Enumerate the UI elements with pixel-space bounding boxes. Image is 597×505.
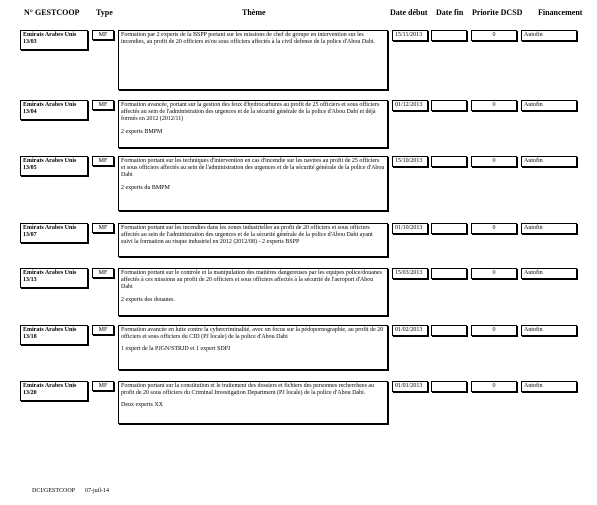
type-cell: MF: [92, 30, 114, 40]
type-cell: MF: [92, 268, 114, 278]
theme-cell: [118, 325, 388, 370]
theme-experts: 1 expert de la PJGN/STRJD et 1 expert SDPJ: [121, 346, 231, 353]
date-debut-cell: 01/01/2013: [392, 381, 428, 392]
theme-cell: [118, 100, 388, 148]
date-debut-cell: 15/03/2013: [392, 268, 428, 279]
gestcoop-cell: Emirats Arabes Unis 13/20: [20, 381, 88, 401]
priorite-cell: 0: [471, 156, 517, 167]
date-debut-cell: 01/02/2013: [392, 325, 428, 336]
type-cell: MF: [92, 325, 114, 335]
type-cell: MF: [92, 223, 114, 233]
gestcoop-cell: Emirats Arabes Unis 13/13: [20, 268, 88, 288]
footer-reference: DCI/GESTCOOP: [32, 488, 76, 494]
theme-cell: [118, 223, 388, 257]
theme-description: Formation portant sur les techniques d'intervention en cas d'incendie sur les navires au profit de 25 officiers et sous officiers affectés au sein de l'administration des urgences et de la sécurité générale de la police d'Abou Dabi: [121, 158, 385, 179]
priorite-cell: 0: [471, 100, 517, 111]
theme-experts: 2 experts des douanes.: [121, 296, 175, 303]
header-financement: Financement: [538, 8, 583, 17]
financement-cell: Autofin: [521, 381, 577, 392]
date-debut-cell: 01/12/2013: [392, 100, 428, 111]
header-theme: Thème: [242, 8, 266, 17]
priorite-cell: 0: [471, 325, 517, 336]
gestcoop-cell: Emirats Arabes Unis 13/07: [20, 223, 88, 243]
date-debut-cell: 15/10/2013: [392, 156, 428, 167]
header-priorite: Priorite DCSD: [472, 8, 523, 17]
theme-cell: [118, 381, 388, 424]
theme-experts: 2 experts BMPM: [121, 128, 163, 135]
date-fin-cell: [431, 156, 467, 167]
page-footer: [32, 488, 109, 494]
priorite-cell: 0: [471, 30, 517, 41]
theme-description: Formation portant sur la constitution et le traitement des dossiers et fichiers des personnes recherchees au profit de 20 sous officiers du Criminal Investigation Department (PJ locale) de la police d'Abou Dabi.: [121, 383, 375, 397]
header-type: Type: [96, 8, 113, 17]
gestcoop-cell: Emirats Arabes Unis 13/05: [20, 156, 88, 176]
type-cell: MF: [92, 381, 114, 391]
priorite-cell: 0: [471, 381, 517, 392]
theme-cell: [118, 268, 388, 316]
priorite-cell: 0: [471, 223, 517, 234]
financement-cell: Autofin: [521, 100, 577, 111]
date-debut-cell: 01/10/2013: [392, 223, 428, 234]
date-fin-cell: [431, 325, 467, 336]
financement-cell: Autofin: [521, 30, 577, 41]
date-fin-cell: [431, 381, 467, 392]
theme-cell: [118, 30, 388, 90]
theme-description: Formation par 2 experts de la BSPP portant sur les missions de chef de groupe en intervention sur les incendies, au profit de 20 officiers et/ou sous officiers affectés à la civil defense de la police d'Abou Dabi.: [121, 32, 375, 46]
theme-experts: 2 experts du BMPM: [121, 184, 170, 191]
date-fin-cell: [431, 223, 467, 234]
theme-description: Formation avancée en lutte contre la cybercriminalité, avec un focus sur la pédopornographie, au profit de 20 officiers et sous officiers du CID (PJ locale) de la police d'Abou Dabi: [121, 327, 384, 341]
financement-cell: Autofin: [521, 223, 577, 234]
theme-description: Formation portant sur les incendies dans les zones industrielles au profit de 20 officiers et sous officiers affectés au sein de l'administration des urgences et de la sécurité générale de la police d'Abou Dabi ayant suivi la formation au risque industriel en 2012 (2012/08) - 2 experts BSPP: [121, 225, 373, 246]
type-cell: MF: [92, 100, 114, 110]
type-cell: MF: [92, 156, 114, 166]
date-fin-cell: [431, 30, 467, 41]
priorite-cell: 0: [471, 268, 517, 279]
financement-cell: Autofin: [521, 156, 577, 167]
theme-description: Formation avancée, portant sur la gestion des feux d'hydrocarbures au profit de 25 officiers et sous officiers affectés au sein de l'administration des urgences et de la sécurité générale de la police d'Abou Dabi et déjà formés en 2012 (2012/11): [121, 102, 380, 123]
theme-description: Formation portant sur le controle et la manipulation des matières dangereuses par les equipes police/douanes affectés à ces missions au profit de 20 officiers et sous officiers affectés à la sécurité de l'aeroport d'Abou Dabi: [121, 270, 382, 291]
financement-cell: Autofin: [521, 325, 577, 336]
theme-experts: Deux experts XX: [121, 402, 163, 409]
gestcoop-cell: Emirats Arabes Unis 13/03: [20, 30, 88, 50]
header-date-debut: Date début: [390, 8, 428, 17]
footer-date: 07-juil-14: [85, 488, 110, 494]
header-gestcoop: N° GESTCOOP: [24, 8, 80, 17]
gestcoop-cell: Emirats Arabes Unis 13/04: [20, 100, 88, 120]
date-fin-cell: [431, 268, 467, 279]
gestcoop-cell: Emirats Arabes Unis 13/18: [20, 325, 88, 345]
theme-cell: [118, 156, 388, 211]
header-date-fin: Date fin: [436, 8, 464, 17]
financement-cell: Autofin: [521, 268, 577, 279]
date-debut-cell: 15/11/2013: [392, 30, 428, 41]
date-fin-cell: [431, 100, 467, 111]
